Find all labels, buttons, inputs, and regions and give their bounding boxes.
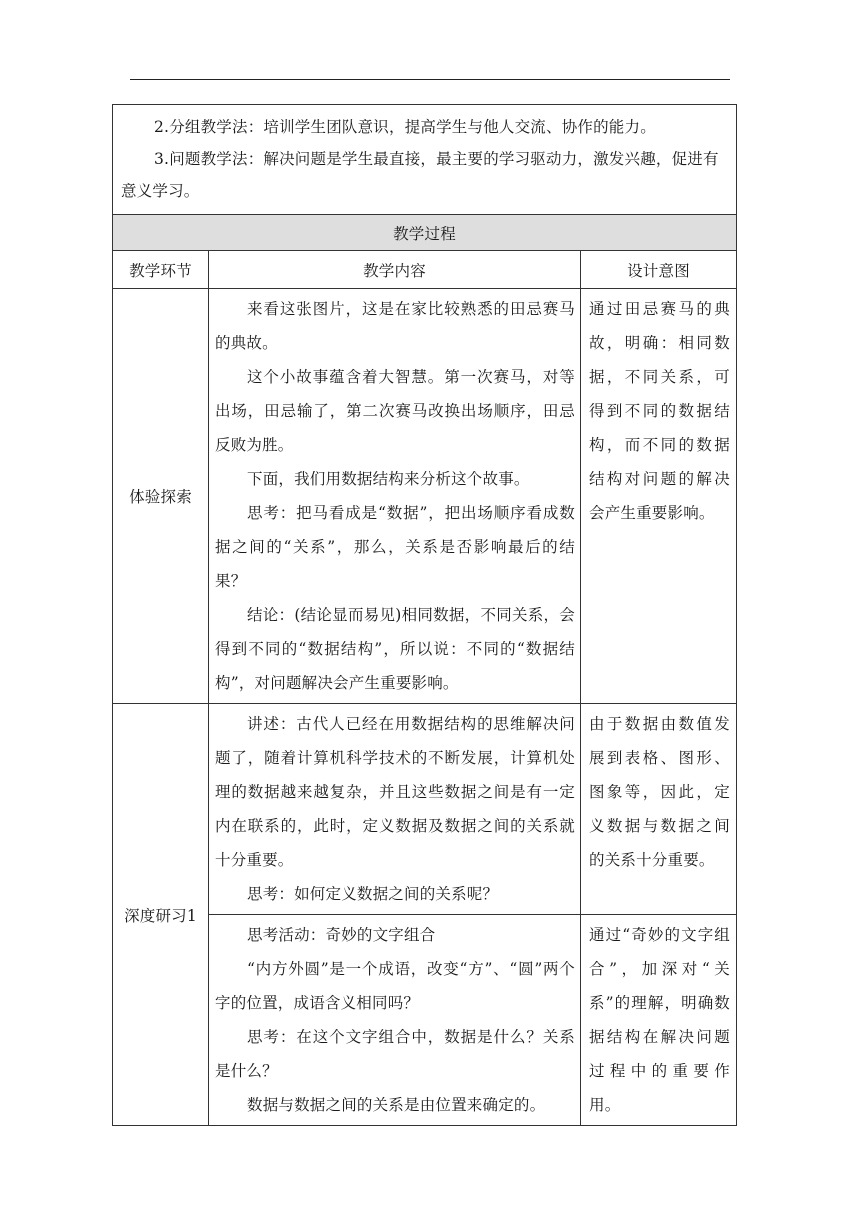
process-title-row — [113, 215, 737, 251]
stage-row-deep-study-a — [113, 704, 737, 915]
content-paragraph: 思考：在这个文字组合中，数据是什么？关系是什么？ — [215, 1028, 575, 1080]
teaching-methods-cell — [113, 105, 737, 215]
content-paragraph: 结论：(结论显而易见)相同数据，不同关系，会得到不同的“数据结构”，所以说：不同的“数据结构”，对问题解决会产生重要影响。 — [215, 606, 575, 692]
content-paragraph: 思考：把马看成是“数据”，把出场顺序看成数据之间的“关系”，那么，关系是否影响最后的结果？ — [215, 504, 575, 590]
intent-cell — [581, 915, 737, 1126]
content-paragraph: 下面，我们用数据结构来分析这个故事。 — [247, 470, 530, 488]
content-paragraph: 讲述：古代人已经在用数据结构的思维解决问题了，随着计算机科学技术的不断发展，计算机处理的数据越来越复杂，并且这些数据之间是有一定内在联系的，此时，定义数据及数据之间的关系就十分重要。 — [215, 715, 575, 869]
intent-cell — [581, 289, 737, 704]
column-header-content: 教学内容 — [209, 251, 581, 289]
column-header-stage: 教学环节 — [113, 251, 209, 289]
content-paragraph: 数据与数据之间的关系是由位置来确定的。 — [247, 1096, 546, 1114]
content-paragraph: “内方外圆”是一个成语，改变“方”、“圆”两个字的位置，成语含义相同吗？ — [215, 960, 575, 1012]
process-title: 教学过程 — [113, 215, 737, 251]
content-paragraph: 思考活动：奇妙的文字组合 — [247, 926, 436, 944]
stage-label: 深度研习1 — [113, 704, 209, 1126]
content-paragraph: 这个小故事蕴含着大智慧。第一次赛马，对等出场，田忌输了，第二次赛马改换出场顺序，田忌反败为胜。 — [215, 368, 575, 454]
stage-label: 体验探索 — [113, 289, 209, 704]
header-rule — [130, 79, 730, 80]
column-header-intent: 设计意图 — [581, 251, 737, 289]
intent-cell — [581, 704, 737, 915]
content-cell — [209, 704, 581, 915]
intent-text: 由于数据由数值发展到表格、图形、图象等，因此，定义数据与数据之间的关系十分重要。 — [589, 715, 731, 869]
intent-text: 通过“奇妙的文字组合”，加深对“关系”的理解，明确数据结构在解决问题过程中的重要作用。 — [589, 926, 731, 1114]
method-item: 2.分组教学法：培训学生团队意识，提高学生与他人交流、协作的能力。 — [154, 118, 656, 136]
content-cell — [209, 915, 581, 1126]
content-cell — [209, 289, 581, 704]
content-paragraph: 来看这张图片，这是在家比较熟悉的田忌赛马的典故。 — [215, 300, 575, 352]
lesson-plan-table — [112, 104, 737, 1126]
method-item: 3.问题教学法：解决问题是学生最直接，最主要的学习驱动力，激发兴趣，促进有意义学习。 — [121, 150, 719, 200]
column-header-row — [113, 251, 737, 289]
intent-text: 通过田忌赛马的典故，明确：相同数据，不同关系，可得到不同的数据结构，而不同的数据结构对问题的解决会产生重要影响。 — [589, 300, 731, 522]
teaching-methods-row — [113, 105, 737, 215]
content-paragraph: 思考：如何定义数据之间的关系呢？ — [247, 885, 499, 903]
stage-row-explore — [113, 289, 737, 704]
